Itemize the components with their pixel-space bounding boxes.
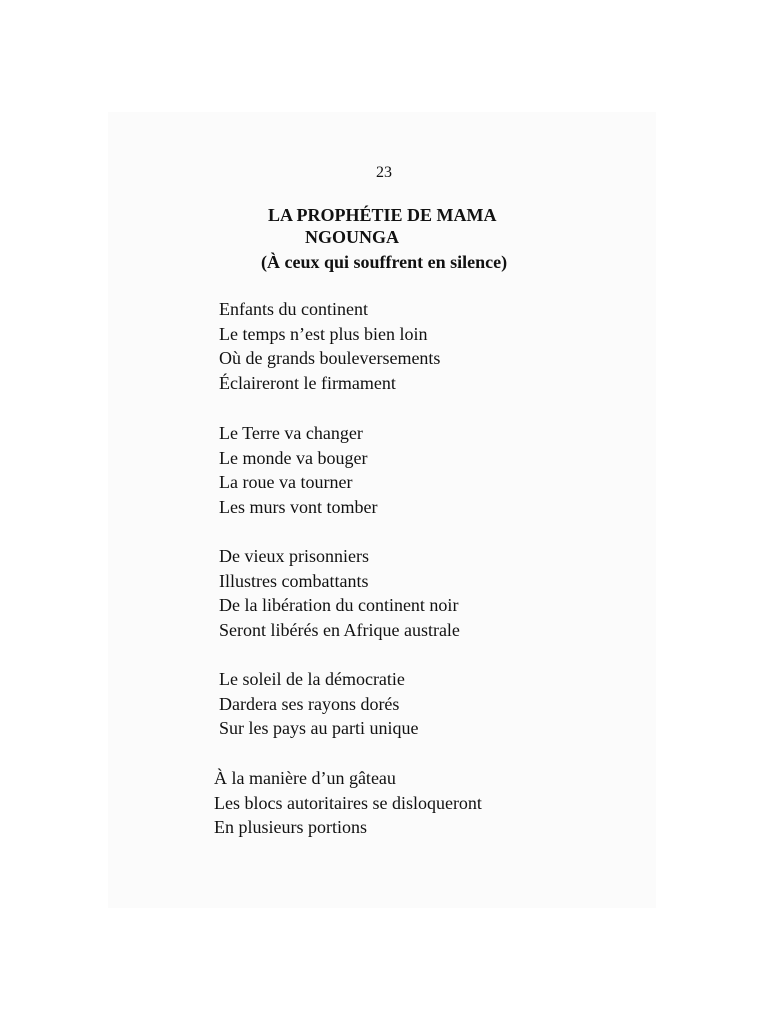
poem-line: En plusieurs portions [214,817,367,838]
stanza-1 [219,297,440,396]
stanza-2 [219,421,377,520]
poem-line: Seront libérés en Afrique australe [219,620,460,641]
poem-title-line-2: NGOUNGA [305,227,399,247]
poem-line: La roue va tourner [219,472,353,493]
poem-title-line-1: LA PROPHÉTIE DE MAMA [268,205,497,225]
poem-line: Dardera ses rayons dorés [219,693,400,714]
poem-line: De la libération du continent noir [219,595,459,616]
poem-dedication: (À ceux qui souffrent en silence) [261,252,508,272]
poem-line: Le soleil de la démocratie [219,669,405,689]
poem-line: Éclaireront le firmament [219,373,396,394]
poem-line: Le Terre va changer [219,423,363,443]
page-number [0,163,768,183]
poem-line: Où de grands bouleversements [219,348,441,369]
poem-line: De vieux prisonniers [219,546,369,566]
stanza-5 [214,766,482,840]
poem-line: Enfants du continent [219,299,368,319]
stanza-3 [219,544,460,643]
poem-line: Sur les pays au parti unique [219,718,419,739]
poem-line: Le monde va bouger [219,447,368,468]
poem-line: Illustres combattants [219,570,369,591]
stanza-4 [219,667,418,741]
page-number-text: 23 [376,164,392,181]
poem-line: Le temps n’est plus bien loin [219,323,428,344]
poem-line: À la manière d’un gâteau [214,768,396,788]
poem-line: Les blocs autoritaires se disloqueront [214,792,482,813]
poem-line: Les murs vont tomber [219,497,378,518]
